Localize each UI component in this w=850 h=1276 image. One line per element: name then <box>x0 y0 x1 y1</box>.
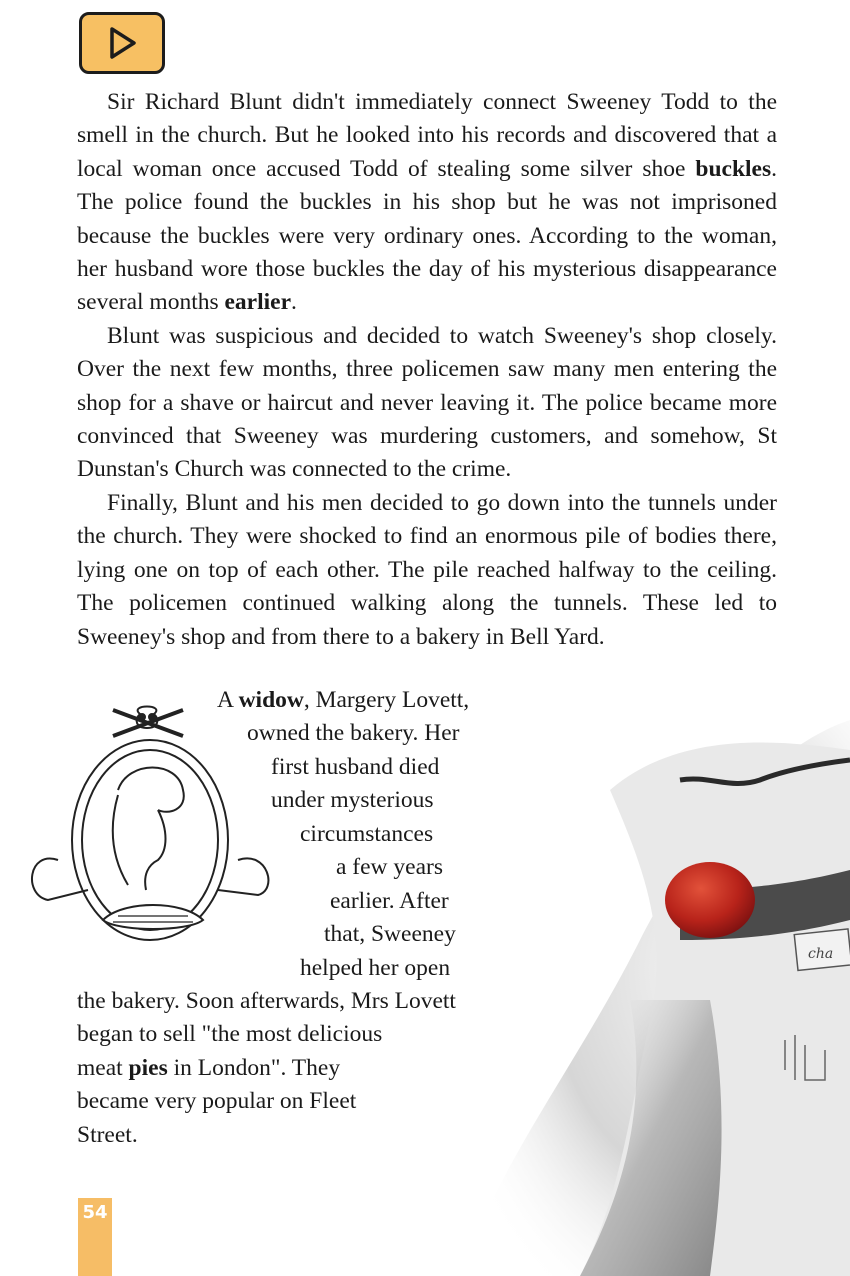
bold-pies: pies <box>128 1055 168 1081</box>
wrap-line-11: began to sell "the most delicious <box>77 1021 383 1047</box>
wrap-line-10: the bakery. Soon afterwards, Mrs Lovett <box>77 988 456 1014</box>
wrap-line-14: Street. <box>77 1122 138 1148</box>
page-number: 54 <box>82 1202 108 1223</box>
bold-earlier: earlier <box>224 289 292 316</box>
wrap-line-9: helped her open <box>300 955 451 981</box>
paragraph-1-text-a: Sir Richard Blunt didn't immediately connect Sweeney Todd to the smell in the church. But he looked into his records and discovered that a local woman once accused Todd of stealing some silver shoe <box>77 89 777 182</box>
play-button[interactable] <box>79 12 165 74</box>
paragraph-1-text-b: . The police found the buckles in his shop but he was not imprisoned because the buckles were very ordinary ones. According to the woman, her husband wore those buckles the day of his mysterious disappearance several months <box>77 155 777 316</box>
paragraph-1 <box>77 86 777 320</box>
wrap-line-2: owned the bakery. Her <box>247 720 460 746</box>
pie-icon <box>103 905 203 929</box>
wrap-line-4: under mysterious <box>271 787 434 813</box>
bold-widow: widow <box>238 687 304 713</box>
main-text <box>77 86 777 654</box>
face-profile <box>145 810 165 890</box>
page-number-tab <box>78 1198 112 1276</box>
play-icon <box>102 23 142 63</box>
wrap-line-12: meat pies in London". They <box>77 1055 341 1081</box>
paragraph-2: Blunt was suspicious and decided to watch Sweeney's shop closely. Over the next few months, three policemen saw many men entering the shop for a shave or haircut and never leaving it. The police became more convinced that Sweeney was murdering customers, and somehow, St Dunstan's Church was connected to the crime. <box>77 322 777 483</box>
left-scroll <box>32 859 88 900</box>
wrap-line-5: circumstances <box>300 821 434 847</box>
wrap-line-8: that, Sweeney <box>324 921 456 947</box>
hair <box>113 795 128 885</box>
wax-seal <box>665 862 755 938</box>
photo-label-text: cha <box>808 946 834 962</box>
paragraph-3: Finally, Blunt and his men decided to go down into the tunnels under the church. They were shocked to find an enormous pile of bodies there, lying one on top of each other. The pile reached halfway to the ceiling. The policemen continued walking along the tunnels. These led to Sweeney's shop and from there to a bakery in Bell Yard. <box>77 489 777 650</box>
wrap-line-13: became very popular on Fleet <box>77 1088 357 1114</box>
paragraph-1-text-c: . <box>291 289 297 316</box>
wrap-line-1: A widow, Margery Lovett, <box>217 687 470 713</box>
wrap-line-6: a few years <box>336 854 443 880</box>
wrap-line-3: first husband died <box>271 754 440 780</box>
chef-hat <box>118 768 184 812</box>
wrap-line-7: earlier. After <box>330 888 449 914</box>
bold-buckles: buckles <box>695 155 772 182</box>
